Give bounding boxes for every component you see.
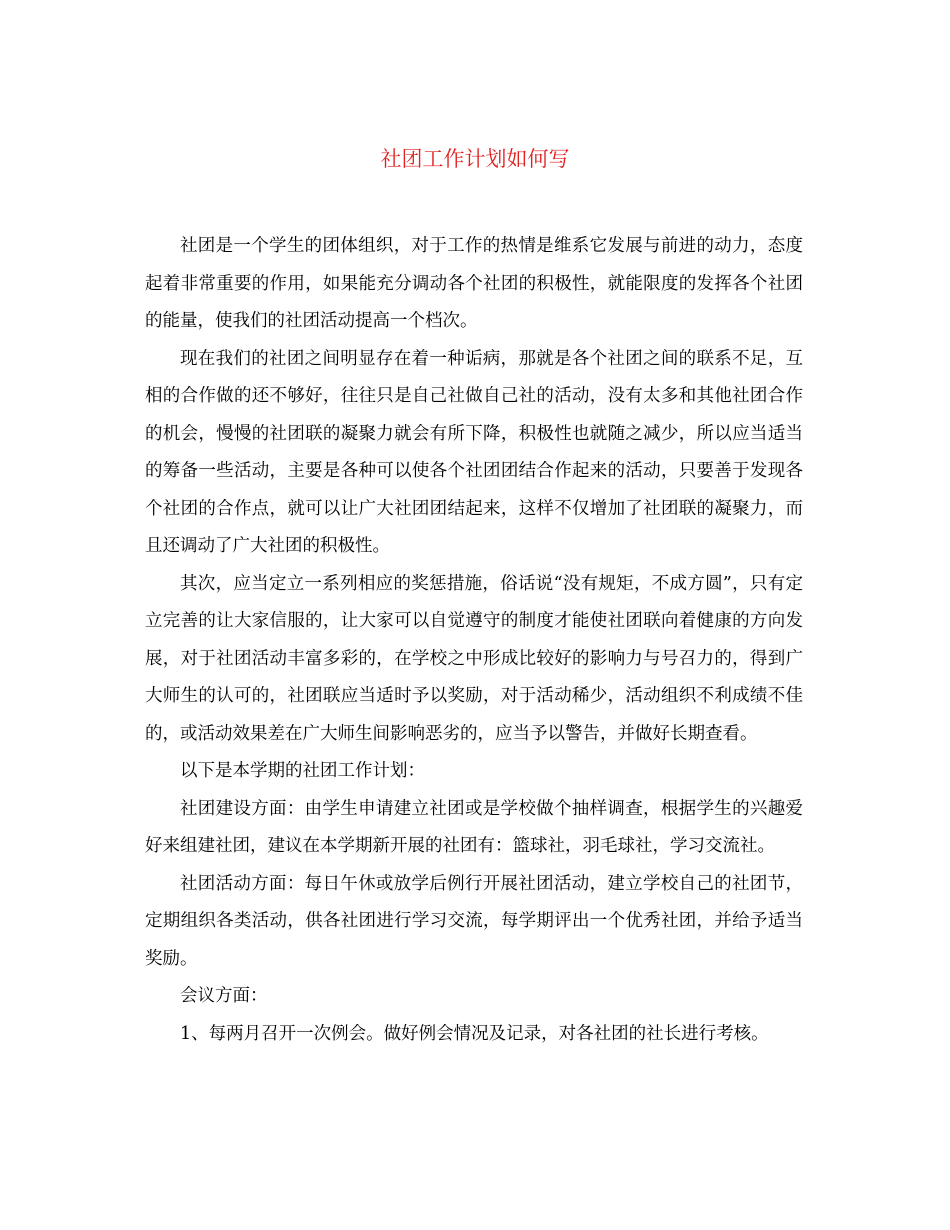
- paragraph-meeting-item-1: 1、每两月召开一次例会。做好例会情况及记录，对各社团的社长进行考核。: [180, 1023, 769, 1044]
- paragraph-problem: 现在我们的社团之间明显存在着一种诟病，那就是各个社团之间的联系不足，互相的合作做的还不够好，往往只是自己社做自己社的活动，没有太多和其他社团合作的机会，慢慢的社团联的凝聚力就会有所下降，积极性也就随之减少，所以应当适当的筹备一些活动，主要是各种可以使各个社团团结合作起来的活动，只要善于发现各个社团的合作点，就可以让广大社团团结起来，这样不仅增加了社团联的凝聚力，而且还调动了广大社团的积极性。: [145, 348, 803, 556]
- paragraph-meetings-heading: 会议方面：: [180, 986, 268, 1006]
- document-body: [145, 228, 803, 1053]
- document-title: 社团工作计划如何写: [380, 147, 570, 171]
- paragraph-intro: 社团是一个学生的团体组织，对于工作的热情是维系它发展与前进的动力，态度起着非常重要的作用，如果能充分调动各个社团的积极性，就能限度的发挥各个社团的能量，使我们的社团活动提高一个档次。: [145, 236, 803, 331]
- paragraph-club-building: 社团建设方面：由学生申请建立社团或是学校做个抽样调查，根据学生的兴趣爱好来组建社团，建议在本学期新开展的社团有：篮球社，羽毛球社，学习交流社。: [145, 798, 803, 856]
- paragraph-plan-heading: 以下是本学期的社团工作计划：: [180, 761, 425, 781]
- paragraph-rewards: 其次，应当定立一系列相应的奖惩措施，俗话说“没有规矩，不成方圆”，只有定立完善的让大家信服的，让大家可以自觉遵守的制度才能使社团联向着健康的方向发展，对于社团活动丰富多彩的，在学校之中形成比较好的影响力与号召力的，得到广大师生的认可的，社团联应当适时予以奖励，对于活动稀少，活动组织不利成绩不佳的，或活动效果差在广大师生间影响恶劣的，应当予以警告，并做好长期查看。: [145, 573, 803, 744]
- paragraph-club-activities: 社团活动方面：每日午休或放学后例行开展社团活动，建立学校自己的社团节，定期组织各类活动，供各社团进行学习交流，每学期评出一个优秀社团，并给予适当奖励。: [145, 873, 803, 969]
